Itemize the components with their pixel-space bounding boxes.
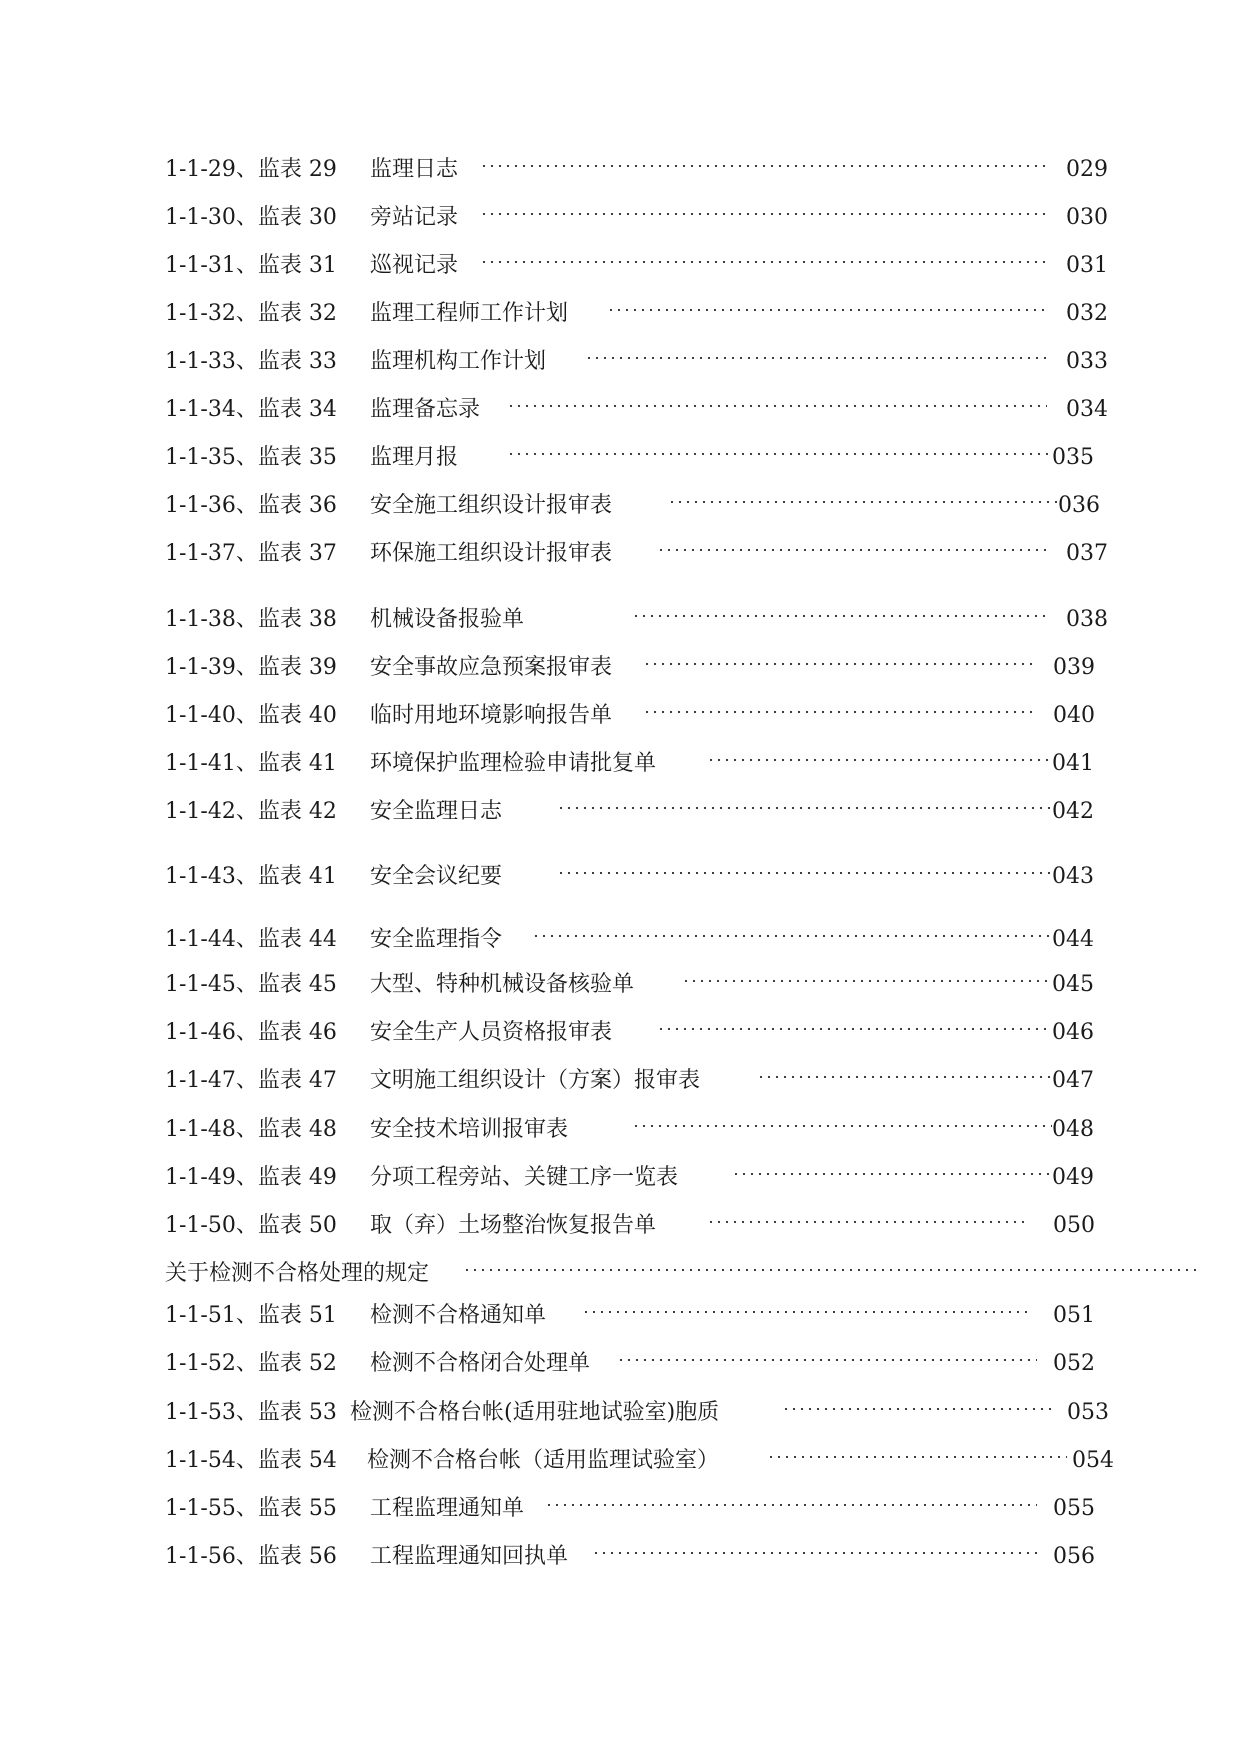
entry-code: 1-1-37、监表 37	[165, 541, 337, 566]
dot-leader	[480, 213, 1045, 215]
entry-title: 检测不合格台帐（适用监理试验室）	[367, 1448, 720, 1473]
dot-leader	[643, 663, 1038, 665]
entry-page-number: 035	[1052, 445, 1094, 470]
entry-title: 检测不合格闭合处理单	[370, 1351, 591, 1376]
entry-title: 旁站记录	[370, 205, 459, 230]
entry-page-number: 044	[1052, 927, 1094, 952]
toc-entry[interactable]	[0, 203, 1241, 233]
entry-title: 环保施工组织设计报审表	[370, 541, 613, 566]
toc-entry[interactable]	[0, 1494, 1241, 1524]
dot-leader	[463, 1269, 1198, 1271]
section-heading-text: 关于检测不合格处理的规定	[165, 1261, 430, 1286]
dot-leader	[632, 615, 1047, 617]
entry-code: 1-1-49、监表 49	[165, 1165, 337, 1190]
toc-entry[interactable]	[0, 1211, 1241, 1241]
entry-code: 1-1-54、监表 54	[165, 1448, 337, 1473]
toc-entry[interactable]	[0, 1018, 1241, 1048]
entry-page-number: 034	[1066, 397, 1108, 422]
entry-code: 1-1-47、监表 47	[165, 1068, 337, 1093]
entry-page-number: 036	[1058, 493, 1100, 518]
entry-page-number: 047	[1052, 1068, 1094, 1093]
dot-leader	[592, 1552, 1037, 1554]
entry-title: 监理机构工作计划	[370, 349, 547, 374]
entry-title: 取（弃）土场整治恢复报告单	[370, 1213, 657, 1238]
entry-page-number: 040	[1053, 703, 1095, 728]
toc-entry[interactable]	[0, 443, 1241, 473]
entry-code: 1-1-29、监表 29	[165, 157, 337, 182]
toc-entry[interactable]	[0, 1398, 1241, 1428]
entry-page-number: 039	[1053, 655, 1095, 680]
dot-leader	[707, 1221, 1027, 1223]
dot-leader	[607, 309, 1047, 311]
toc-entry[interactable]	[0, 1163, 1241, 1193]
entry-title: 检测不合格通知单	[370, 1303, 547, 1328]
toc-entry[interactable]	[0, 1115, 1241, 1145]
dot-leader	[507, 453, 1052, 455]
dot-leader	[582, 1311, 1027, 1313]
entry-code: 1-1-43、监表 41	[165, 864, 337, 889]
entry-page-number: 038	[1066, 607, 1108, 632]
entry-title: 安全监理日志	[370, 799, 503, 824]
entry-title: 安全生产人员资格报审表	[370, 1020, 613, 1045]
toc-entry[interactable]	[0, 1542, 1241, 1572]
entry-code: 1-1-39、监表 39	[165, 655, 337, 680]
entry-title: 巡视记录	[370, 253, 459, 278]
entry-code: 1-1-32、监表 32	[165, 301, 337, 326]
toc-entry[interactable]	[0, 251, 1241, 281]
entry-page-number: 051	[1053, 1303, 1095, 1328]
entry-title: 工程监理通知单	[370, 1496, 525, 1521]
dot-leader	[545, 1504, 1037, 1506]
dot-leader	[707, 759, 1052, 761]
entry-code: 1-1-56、监表 56	[165, 1544, 337, 1569]
entry-page-number: 055	[1053, 1496, 1095, 1521]
entry-code: 1-1-46、监表 46	[165, 1020, 337, 1045]
dot-leader	[557, 872, 1052, 874]
entry-title: 工程监理通知回执单	[370, 1544, 569, 1569]
entry-code: 1-1-53、监表 53	[165, 1400, 337, 1425]
dot-leader	[617, 1359, 1037, 1361]
toc-entry[interactable]	[0, 1301, 1241, 1331]
dot-leader	[782, 1408, 1052, 1410]
entry-code: 1-1-33、监表 33	[165, 349, 337, 374]
entry-page-number: 029	[1066, 157, 1108, 182]
toc-entry[interactable]	[0, 925, 1241, 955]
entry-page-number: 033	[1066, 349, 1108, 374]
toc-entry[interactable]	[0, 862, 1241, 892]
toc-entry[interactable]	[0, 1349, 1241, 1379]
entry-title: 监理日志	[370, 157, 459, 182]
entry-page-number: 049	[1052, 1165, 1094, 1190]
entry-code: 1-1-41、监表 41	[165, 751, 337, 776]
dot-leader	[507, 405, 1047, 407]
dot-leader	[668, 501, 1058, 503]
toc-entry[interactable]	[0, 605, 1241, 635]
entry-title: 检测不合格台帐(适用驻地试验室)胞质	[350, 1400, 720, 1425]
toc-entry[interactable]	[0, 155, 1241, 185]
entry-title: 安全事故应急预案报审表	[370, 655, 613, 680]
toc-entry[interactable]	[0, 491, 1241, 521]
toc-entry[interactable]	[0, 797, 1241, 827]
entry-code: 1-1-38、监表 38	[165, 607, 337, 632]
entry-page-number: 031	[1066, 253, 1108, 278]
toc-entry[interactable]	[0, 701, 1241, 731]
toc-entry[interactable]	[0, 749, 1241, 779]
entry-code: 1-1-50、监表 50	[165, 1213, 337, 1238]
entry-title: 监理工程师工作计划	[370, 301, 569, 326]
toc-entry[interactable]	[0, 395, 1241, 425]
entry-title: 文明施工组织设计（方案）报审表	[370, 1068, 701, 1093]
entry-page-number: 045	[1052, 972, 1094, 997]
toc-entry[interactable]	[0, 970, 1241, 1000]
dot-leader	[767, 1456, 1067, 1458]
entry-page-number: 056	[1053, 1544, 1095, 1569]
entry-title: 分项工程旁站、关键工序一览表	[370, 1165, 679, 1190]
entry-code: 1-1-36、监表 36	[165, 493, 337, 518]
entry-page-number: 050	[1053, 1213, 1095, 1238]
entry-title: 安全技术培训报审表	[370, 1117, 569, 1142]
entry-page-number: 042	[1052, 799, 1094, 824]
entry-title: 环境保护监理检验申请批复单	[370, 751, 657, 776]
entry-code: 1-1-35、监表 35	[165, 445, 337, 470]
dot-leader	[480, 261, 1045, 263]
entry-code: 1-1-42、监表 42	[165, 799, 337, 824]
toc-entry[interactable]	[0, 539, 1241, 569]
entry-page-number: 054	[1072, 1448, 1114, 1473]
entry-page-number: 046	[1052, 1020, 1094, 1045]
entry-code: 1-1-44、监表 44	[165, 927, 337, 952]
entry-code: 1-1-31、监表 31	[165, 253, 337, 278]
toc-entry[interactable]	[0, 1066, 1241, 1096]
entry-page-number: 030	[1066, 205, 1108, 230]
entry-page-number: 037	[1066, 541, 1108, 566]
dot-leader	[682, 980, 1052, 982]
entry-code: 1-1-45、监表 45	[165, 972, 337, 997]
dot-leader	[657, 1028, 1052, 1030]
entry-title: 大型、特种机械设备核验单	[370, 972, 635, 997]
entry-code: 1-1-40、监表 40	[165, 703, 337, 728]
entry-title: 安全监理指令	[370, 927, 503, 952]
toc-entry[interactable]	[0, 347, 1241, 377]
entry-page-number: 032	[1066, 301, 1108, 326]
entry-page-number: 052	[1053, 1351, 1095, 1376]
entry-code: 1-1-34、监表 34	[165, 397, 337, 422]
entry-title: 监理月报	[370, 445, 459, 470]
entry-code: 1-1-51、监表 51	[165, 1303, 337, 1328]
entry-title: 机械设备报验单	[370, 607, 525, 632]
entry-title: 监理备忘录	[370, 397, 481, 422]
entry-page-number: 041	[1052, 751, 1094, 776]
section-heading	[165, 1259, 1065, 1289]
entry-title: 安全会议纪要	[370, 864, 503, 889]
dot-leader	[585, 357, 1047, 359]
entry-page-number: 053	[1067, 1400, 1109, 1425]
dot-leader	[532, 935, 1052, 937]
entry-page-number: 048	[1052, 1117, 1094, 1142]
dot-leader	[657, 549, 1047, 551]
dot-leader	[557, 807, 1052, 809]
entry-title: 临时用地环境影响报告单	[370, 703, 613, 728]
dot-leader	[732, 1173, 1052, 1175]
toc-entry[interactable]	[0, 653, 1241, 683]
dot-leader	[643, 711, 1038, 713]
dot-leader	[632, 1125, 1052, 1127]
entry-code: 1-1-55、监表 55	[165, 1496, 337, 1521]
dot-leader	[757, 1076, 1052, 1078]
toc-entry[interactable]	[0, 1446, 1241, 1476]
entry-code: 1-1-52、监表 52	[165, 1351, 337, 1376]
entry-page-number: 043	[1052, 864, 1094, 889]
dot-leader	[480, 165, 1045, 167]
entry-title: 安全施工组织设计报审表	[370, 493, 613, 518]
toc-entry[interactable]	[0, 299, 1241, 329]
entry-code: 1-1-30、监表 30	[165, 205, 337, 230]
entry-code: 1-1-48、监表 48	[165, 1117, 337, 1142]
